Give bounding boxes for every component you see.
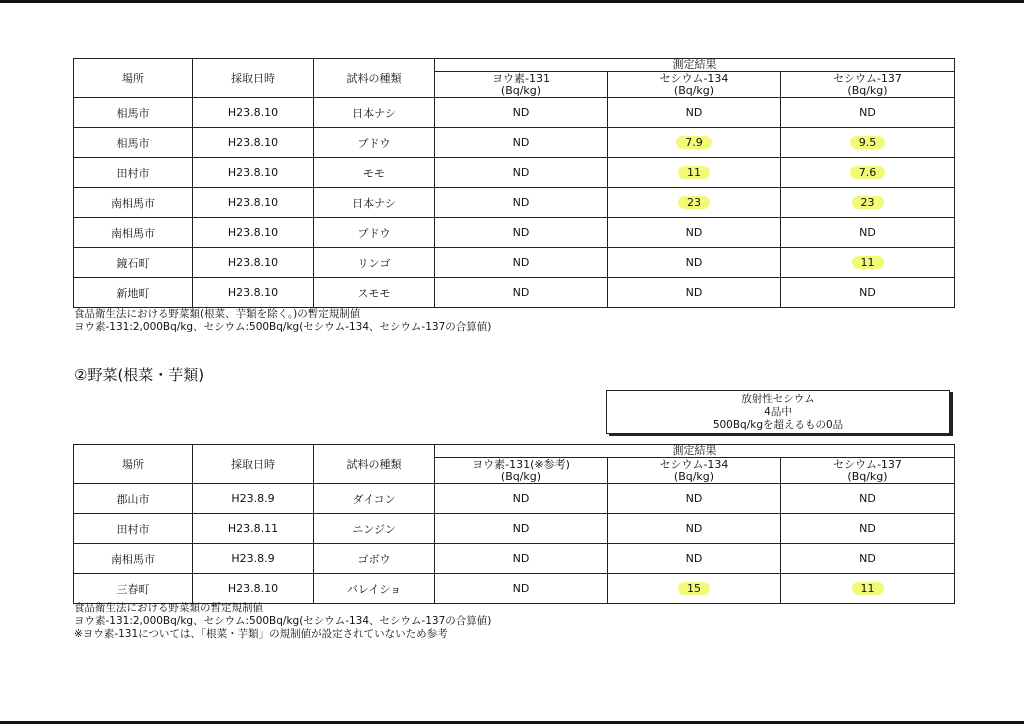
measured-value: 23 (678, 196, 710, 209)
table2-note-3: ※ヨウ素-131については、「根菜・芋類」の規制値が設定されていないため参考 (74, 628, 448, 640)
cell-i131: ND (435, 188, 608, 218)
cell-i131: ND (435, 128, 608, 158)
header-location: 場所 (74, 445, 193, 484)
header-cs134 (608, 458, 781, 484)
cell-cs134: ND (608, 278, 781, 308)
header-cs137-unit: (Bq/kg) (847, 469, 888, 483)
cell-location: 鏡石町 (74, 248, 193, 278)
header-cs137-label: セシウム-137 (833, 457, 902, 471)
cell-date: H23.8.10 (193, 158, 314, 188)
table-row (74, 574, 955, 604)
results-table-1 (73, 58, 955, 308)
summary-line-3: 500Bq/kgを超えるもの0品 (712, 419, 844, 431)
table1-note-2: ヨウ素-131:2,000Bq/kg、セシウム:500Bq/kg(セシウム-134、セシウム-137の合算値) (74, 321, 492, 333)
cell-cs134 (608, 574, 781, 604)
cell-cs137: ND (781, 514, 955, 544)
cell-location: 南相馬市 (74, 544, 193, 574)
cell-cs134: ND (608, 98, 781, 128)
cell-sample: バレイショ (314, 574, 435, 604)
header-i131 (435, 458, 608, 484)
cell-sample: モモ (314, 158, 435, 188)
table2-note-2: ヨウ素-131:2,000Bq/kg、セシウム:500Bq/kg(セシウム-134、セシウム-137の合算値) (74, 615, 492, 627)
table-row (74, 188, 955, 218)
cell-cs134 (608, 128, 781, 158)
header-cs134-unit: (Bq/kg) (673, 469, 715, 483)
cell-sample: ブドウ (314, 218, 435, 248)
cell-cs134: ND (608, 248, 781, 278)
cell-sample: ダイコン (314, 484, 435, 514)
measured-value: 11 (852, 256, 884, 269)
cell-cs137: ND (781, 484, 955, 514)
cell-cs137: ND (781, 218, 955, 248)
header-cs134 (608, 72, 781, 98)
measured-value: 7.9 (676, 136, 712, 149)
table-row (74, 158, 955, 188)
cell-sample: ブドウ (314, 128, 435, 158)
header-results: 測定結果 (435, 445, 955, 458)
measured-value: 11 (852, 582, 884, 595)
table-row (74, 98, 955, 128)
table-row (74, 278, 955, 308)
cell-location: 郡山市 (74, 484, 193, 514)
cell-i131: ND (435, 278, 608, 308)
cell-date: H23.8.10 (193, 248, 314, 278)
measured-value: 23 (852, 196, 884, 209)
cell-date: H23.8.10 (193, 574, 314, 604)
cell-sample: 日本ナシ (314, 188, 435, 218)
cell-cs137 (781, 128, 955, 158)
cell-cs134: ND (608, 484, 781, 514)
cell-location: 相馬市 (74, 128, 193, 158)
results-table-2-body (74, 484, 955, 604)
cell-sample: ゴボウ (314, 544, 435, 574)
results-table-2 (73, 444, 955, 604)
cell-sample: ニンジン (314, 514, 435, 544)
header-date: 採取日時 (193, 59, 314, 98)
cell-sample: 日本ナシ (314, 98, 435, 128)
header-cs134-label: セシウム-134 (659, 71, 729, 85)
cell-sample: スモモ (314, 278, 435, 308)
cell-location: 田村市 (74, 158, 193, 188)
cell-date: H23.8.10 (193, 128, 314, 158)
table-row (74, 544, 955, 574)
cell-date: H23.8.10 (193, 278, 314, 308)
table-row (74, 218, 955, 248)
cell-i131: ND (435, 544, 608, 574)
cell-cs137 (781, 158, 955, 188)
cell-i131: ND (435, 218, 608, 248)
header-cs137 (781, 458, 955, 484)
cell-cs134: ND (608, 544, 781, 574)
cell-location: 南相馬市 (74, 188, 193, 218)
header-i131-label: ヨウ素-131(※参考) (472, 457, 570, 471)
header-date: 採取日時 (193, 445, 314, 484)
header-i131 (435, 72, 608, 98)
header-location: 場所 (74, 59, 193, 98)
table1-note-1: 食品衛生法における野菜類(根菜、芋類を除く。)の暫定規制値 (74, 308, 361, 320)
header-i131-label: ヨウ素-131 (492, 71, 550, 85)
cell-cs134: ND (608, 514, 781, 544)
cell-date: H23.8.10 (193, 218, 314, 248)
header-sample: 試料の種類 (314, 59, 435, 98)
cell-sample: リンゴ (314, 248, 435, 278)
cell-location: 新地町 (74, 278, 193, 308)
cell-i131: ND (435, 514, 608, 544)
cell-i131: ND (435, 158, 608, 188)
header-cs134-label: セシウム-134 (659, 457, 729, 471)
measured-value: 9.5 (850, 136, 886, 149)
cell-cs134: ND (608, 218, 781, 248)
cell-date: H23.8.11 (193, 514, 314, 544)
cell-cs137 (781, 188, 955, 218)
table2-note-1: 食品衛生法における野菜類の暫定規制値 (74, 602, 263, 614)
header-cs137-label: セシウム-137 (833, 71, 902, 85)
cell-cs137 (781, 574, 955, 604)
header-sample: 試料の種類 (314, 445, 435, 484)
cell-location: 相馬市 (74, 98, 193, 128)
cell-location: 田村市 (74, 514, 193, 544)
cell-cs137: ND (781, 544, 955, 574)
header-i131-unit: (Bq/kg) (500, 469, 542, 483)
cell-cs137: ND (781, 278, 955, 308)
page-top-edge (0, 0, 1024, 3)
table-row (74, 514, 955, 544)
header-cs137-unit: (Bq/kg) (847, 83, 888, 97)
header-cs134-unit: (Bq/kg) (673, 83, 715, 97)
cell-cs137: ND (781, 98, 955, 128)
cell-date: H23.8.9 (193, 544, 314, 574)
summary-line-1: 放射性セシウム (741, 393, 815, 405)
cell-i131: ND (435, 248, 608, 278)
summary-line-2: 4品中 (764, 406, 792, 418)
cell-location: 南相馬市 (74, 218, 193, 248)
header-cs137 (781, 72, 955, 98)
cell-i131: ND (435, 98, 608, 128)
cell-date: H23.8.10 (193, 188, 314, 218)
cell-date: H23.8.9 (193, 484, 314, 514)
cell-cs137 (781, 248, 955, 278)
cell-location: 三春町 (74, 574, 193, 604)
table-row (74, 248, 955, 278)
table-row (74, 484, 955, 514)
cell-i131: ND (435, 574, 608, 604)
cell-cs134 (608, 158, 781, 188)
section-title: ②野菜(根菜・芋類) (74, 366, 205, 384)
measured-value: 7.6 (850, 166, 886, 179)
results-table-1-body (74, 98, 955, 308)
measured-value: 15 (678, 582, 710, 595)
header-results: 測定結果 (435, 59, 955, 72)
header-i131-unit: (Bq/kg) (500, 83, 542, 97)
cell-cs134 (608, 188, 781, 218)
summary-box (606, 390, 950, 434)
cell-date: H23.8.10 (193, 98, 314, 128)
cell-i131: ND (435, 484, 608, 514)
measured-value: 11 (678, 166, 710, 179)
table-row (74, 128, 955, 158)
